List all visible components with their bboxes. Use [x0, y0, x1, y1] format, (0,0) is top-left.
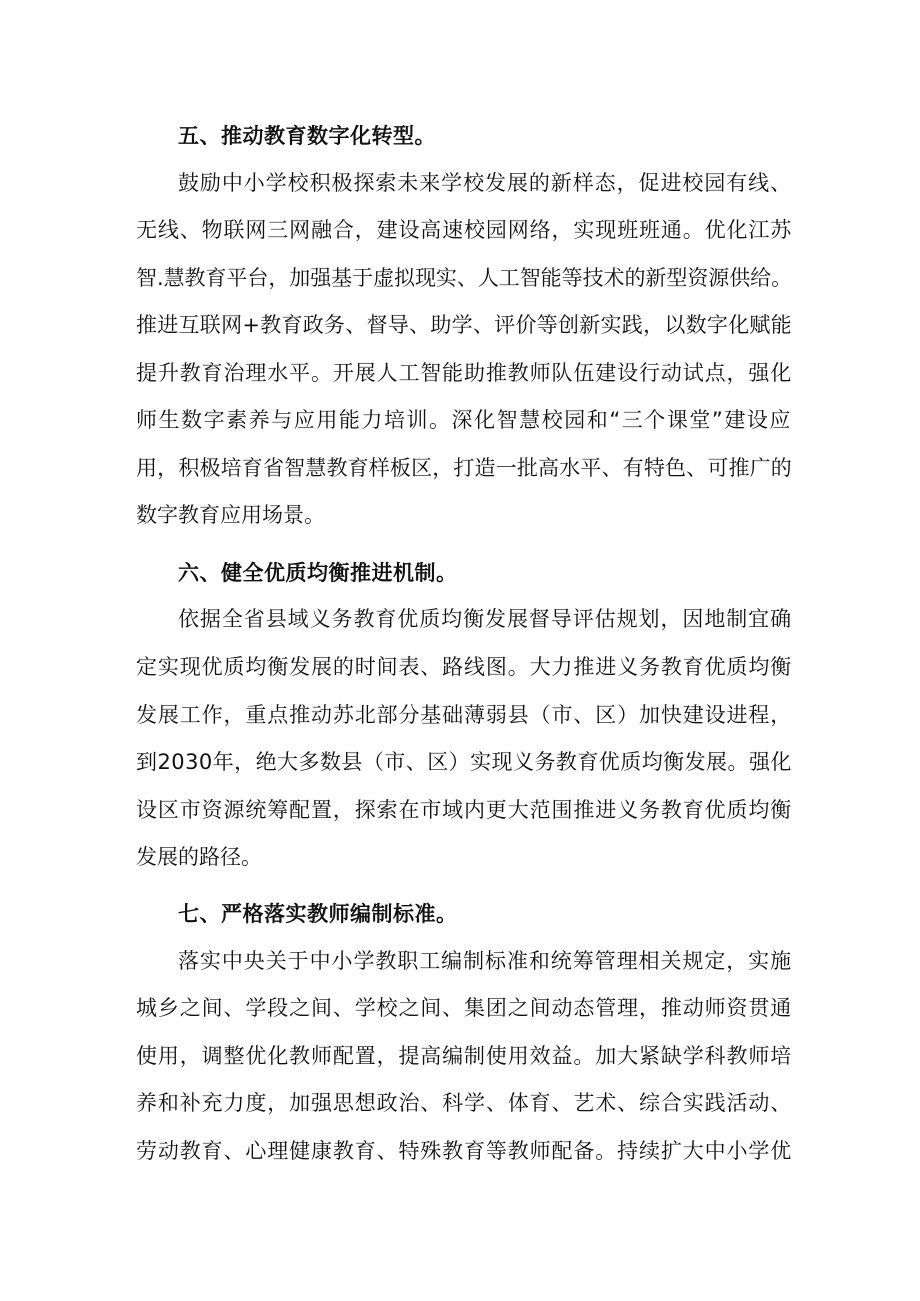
section-heading-6: 六、健全优质均衡推进机制。: [178, 561, 458, 585]
paragraph-line: 落实中央关于中小学教职工编制标准和统筹管理相关规定，实施: [178, 949, 793, 973]
paragraph-line: 发展工作，重点推动苏北部分基础薄弱县（市、区）加快建设进程，: [136, 703, 793, 727]
paragraph-line: 设区市资源统筹配置，探索在市域内更大范围推进义务教育优质均衡: [136, 798, 793, 822]
paragraph-line: 定实现优质均衡发展的时间表、路线图。大力推进义务教育优质均衡: [136, 655, 793, 679]
paragraph-line: 用，积极培育省智慧教育样板区，打造一批高水平、有特色、可推广的: [136, 456, 792, 480]
paragraph-line: 发展的路径。: [136, 845, 262, 869]
paragraph-line: 师生数字素养与应用能力培训。深化智慧校园和“三个课堂”建设应: [136, 408, 792, 432]
paragraph-line: 城乡之间、学段之间、学校之间、集团之间动态管理，推动师资贯通: [136, 996, 793, 1020]
paragraph-line: 推进互联网+教育政务、督导、助学、评价等创新实践，以数字化赋能: [136, 313, 792, 337]
paragraph-line: 使用，调整优化教师配置，提高编制使用效益。加大紧缺学科教师培: [136, 1044, 793, 1068]
paragraph-line: 依据全省县域义务教育优质均衡发展督导评估规划，因地制宜确: [178, 607, 793, 631]
paragraph-line: 无线、物联网三网融合，建设高速校园网络，实现班班通。优化江苏: [136, 218, 793, 242]
paragraph-line: 提升教育治理水平。开展人工智能助推教师队伍建设行动试点，强化: [136, 361, 793, 385]
paragraph-line: 鼓励中小学校积极探索未来学校发展的新样态，促进校园有线、: [178, 171, 793, 195]
paragraph-line: 智.慧教育平台，加强基于虚拟现实、人工智能等技术的新型资源供给。: [136, 266, 793, 290]
section-heading-7: 七、严格落实教师编制标准。: [178, 902, 458, 926]
paragraph-line: 到2030年，绝大多数县（市、区）实现义务教育优质均衡发展。强化: [136, 750, 792, 774]
paragraph-line: 数字教育应用场景。: [136, 503, 325, 527]
paragraph-line: 劳动教育、心理健康教育、特殊教育等教师配备。持续扩大中小学优: [136, 1139, 793, 1163]
section-heading-5: 五、推动教育数字化转型。: [178, 124, 436, 148]
paragraph-line: 养和补充力度，加强思想政治、科学、体育、艺术、综合实践活动、: [136, 1091, 793, 1115]
